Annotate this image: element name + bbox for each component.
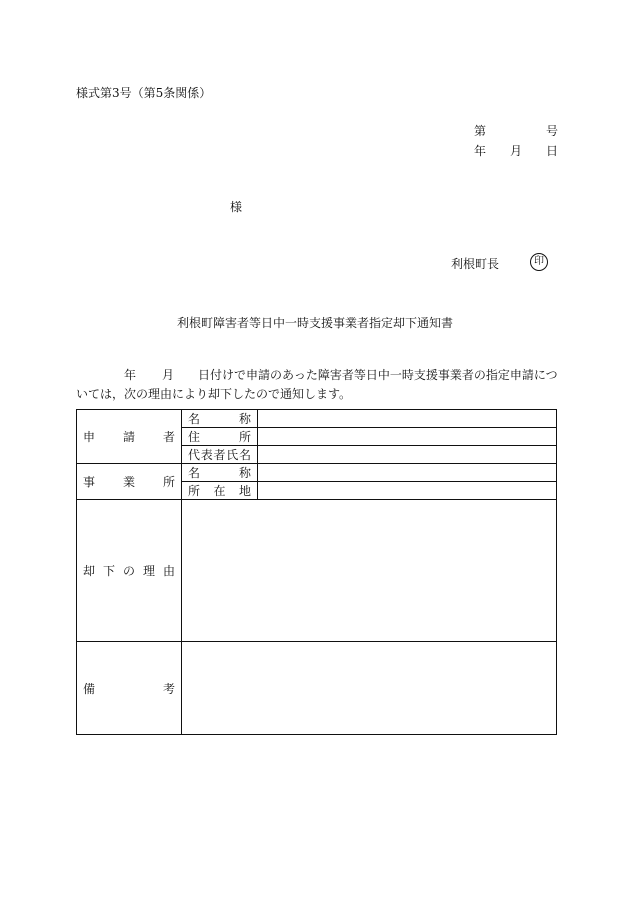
office-location-label: 所 在 地 — [182, 482, 258, 500]
applicant-name-label: 名 称 — [182, 410, 258, 428]
remarks-header: 備 考 — [77, 642, 182, 735]
rejection-reason-field[interactable] — [182, 500, 557, 642]
remarks-field[interactable] — [182, 642, 557, 735]
body-year: 年 — [124, 368, 137, 382]
doc-number-prefix: 第 — [474, 124, 487, 138]
representative-field[interactable] — [258, 446, 557, 464]
notice-body — [76, 366, 558, 404]
body-month: 月 — [162, 368, 175, 382]
representative-label: 代 表 者 氏 名 — [182, 446, 258, 464]
office-name-field[interactable] — [258, 464, 557, 482]
body-text: 日付けで申請のあった障害者等日中一時支援事業者の指定申請については，次の理由により却下したので通知します。 — [76, 368, 558, 401]
document-number-line — [474, 122, 558, 139]
applicant-name-field[interactable] — [258, 410, 557, 428]
date-year: 年 — [474, 144, 487, 158]
seal-mark: 印 — [530, 253, 548, 271]
office-name-label: 名 称 — [182, 464, 258, 482]
form-number: 様式第3号（第5条関係） — [76, 86, 212, 100]
applicant-address-field[interactable] — [258, 428, 557, 446]
office-header: 事 業 所 — [77, 464, 182, 500]
applicant-header: 申 請 者 — [77, 410, 182, 464]
doc-number-suffix: 号 — [545, 124, 558, 138]
issue-date-line — [474, 142, 558, 159]
rejection-reason-header: 却 下 の 理 由 — [77, 500, 182, 642]
date-day: 日 — [545, 144, 558, 158]
notice-table — [76, 409, 557, 735]
addressee-honorific: 様 — [230, 200, 243, 214]
issuer-name: 利根町長 — [451, 257, 500, 271]
applicant-address-label: 住 所 — [182, 428, 258, 446]
document-title: 利根町障害者等日中一時支援事業者指定却下通知書 — [176, 316, 453, 330]
date-month: 月 — [509, 144, 522, 158]
office-location-field[interactable] — [258, 482, 557, 500]
